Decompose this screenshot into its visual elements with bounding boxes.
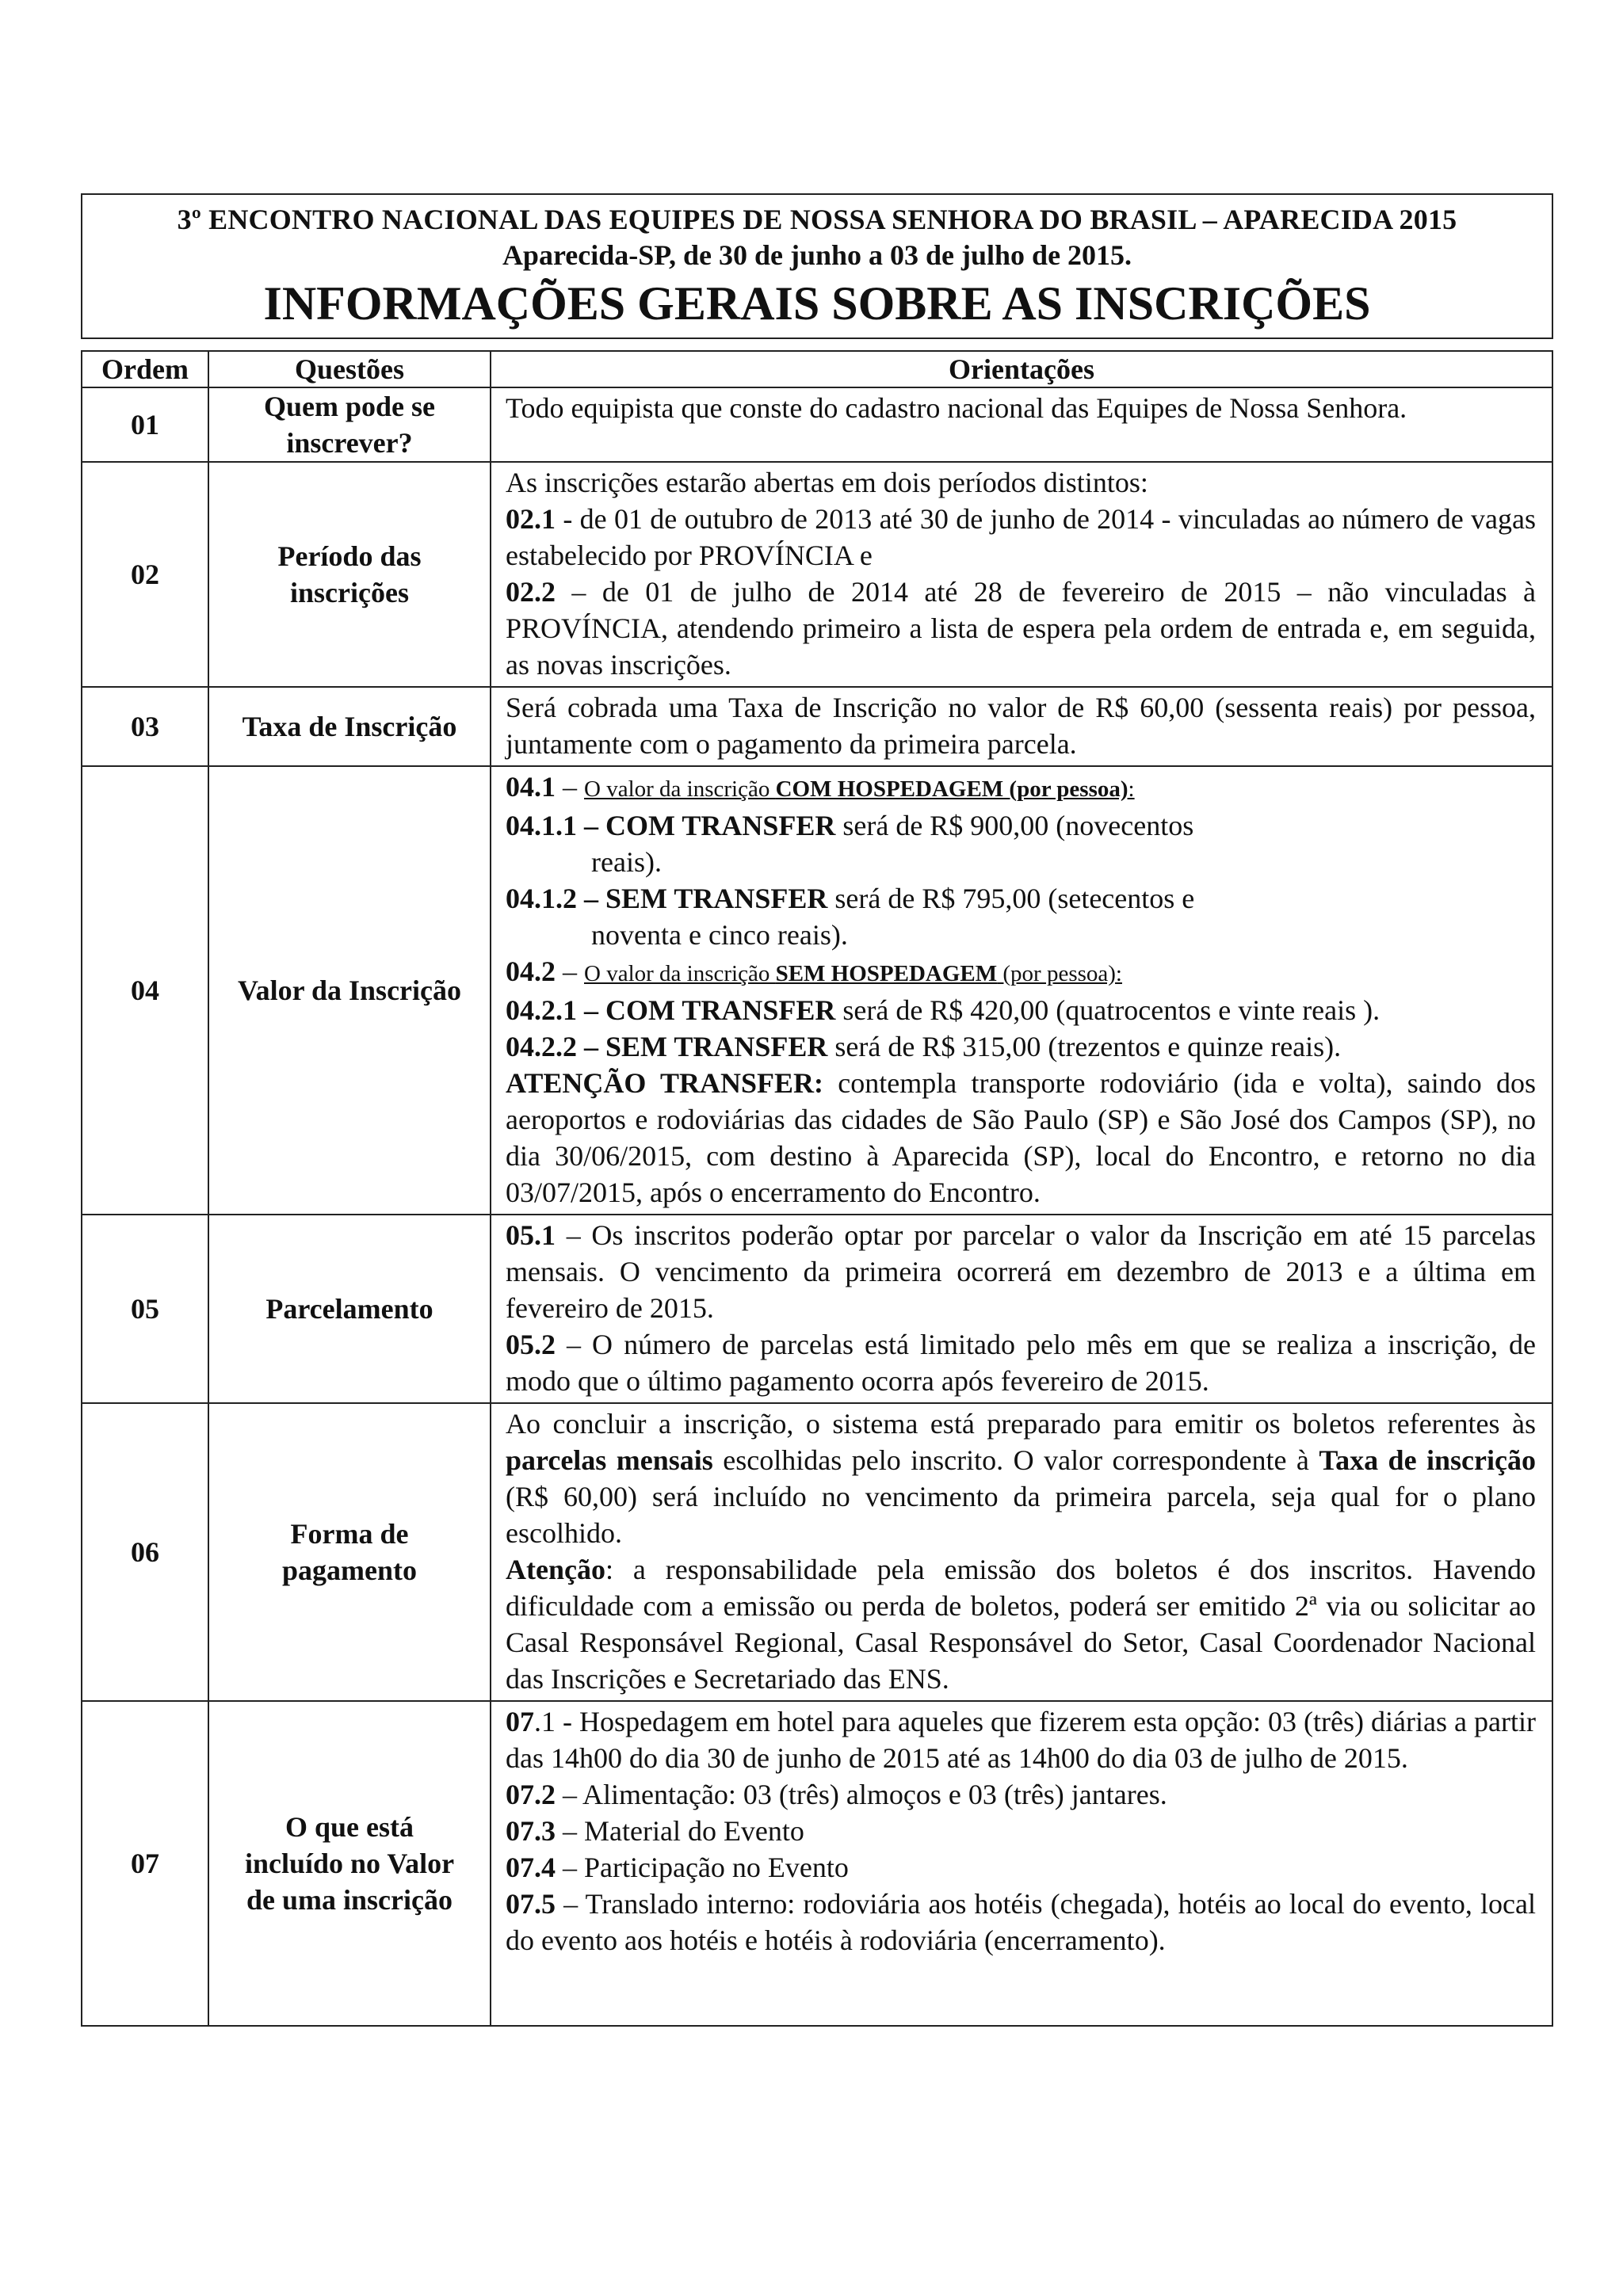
item-emphasis: COM HOSPEDAGEM (por pessoa) bbox=[775, 776, 1128, 802]
page-title: INFORMAÇÕES GERAIS SOBRE AS INSCRIÇÕES bbox=[263, 277, 1371, 330]
item-number: 05.2 bbox=[506, 1329, 556, 1360]
item-continuation: reais). bbox=[591, 846, 662, 878]
table-row bbox=[82, 387, 1552, 462]
guidance-item bbox=[506, 953, 1536, 992]
item-number: 04.1.2 – SEM TRANSFER bbox=[506, 883, 828, 914]
info-table bbox=[81, 350, 1553, 2027]
guidance-item bbox=[506, 880, 1536, 917]
column-header-orientacoes: Orientações bbox=[491, 351, 1552, 387]
table-row bbox=[82, 1215, 1552, 1403]
guidance-text bbox=[506, 1405, 1536, 1551]
guidance-item bbox=[506, 1703, 1536, 1776]
item-text: O valor da inscrição bbox=[584, 961, 776, 986]
attention-label: ATENÇÃO TRANSFER: bbox=[506, 1067, 823, 1099]
item-text: – Participação no Evento bbox=[556, 1852, 849, 1883]
guidance-item bbox=[506, 1551, 1536, 1697]
item-text: será de R$ 420,00 (quatrocentos e vinte reais ). bbox=[835, 994, 1381, 1026]
column-header-questoes: Questões bbox=[208, 351, 491, 387]
row-number: 07 bbox=[82, 1701, 208, 2026]
item-text: – Alimentação: 03 (três) almoços e 03 (três) jantares. bbox=[556, 1779, 1167, 1810]
item-text: será de R$ 900,00 (novecentos bbox=[835, 810, 1194, 841]
item-dash: – bbox=[556, 955, 584, 987]
row-number: 04 bbox=[82, 766, 208, 1215]
item-text: (R$ 60,00) será incluído no vencimento da primeira parcela, seja qual for o plano escolhido. bbox=[506, 1481, 1536, 1549]
document-page bbox=[81, 193, 1553, 1956]
item-text: : bbox=[1128, 776, 1135, 802]
attention-label: Atenção bbox=[506, 1554, 605, 1585]
item-text: .1 - Hospedagem em hotel para aqueles que fizerem esta opção: 03 (três) diárias a partir das 14h00 do dia 30 de junho de 2015 até as 14h00 do dia 03 de julho de 2015. bbox=[506, 1706, 1536, 1774]
question-line: O que está bbox=[285, 1811, 414, 1843]
item-text: – Translado interno: rodoviária aos hotéis (chegada), hotéis ao local do evento, local do evento aos hotéis e hotéis à rodoviária (encerramento). bbox=[506, 1888, 1536, 1956]
guidance-text: Será cobrada uma Taxa de Inscrição no valor de R$ 60,00 (sessenta reais) por pessoa, juntamente com o pagamento da primeira parcela. bbox=[506, 692, 1536, 760]
item-continuation: noventa e cinco reais). bbox=[591, 919, 848, 951]
item-number: 07.4 bbox=[506, 1852, 556, 1883]
row-number: 02 bbox=[82, 462, 208, 687]
table-row bbox=[82, 462, 1552, 687]
item-number: 07.5 bbox=[506, 1888, 556, 1920]
guidance-item bbox=[506, 769, 1536, 807]
question-line: Forma de bbox=[290, 1518, 409, 1550]
item-number: 02.2 bbox=[506, 576, 556, 608]
item-dash: – bbox=[556, 771, 584, 803]
table-header-row bbox=[82, 351, 1552, 387]
table-row bbox=[82, 1403, 1552, 1701]
question-line: Período das bbox=[277, 540, 422, 572]
guidance-item bbox=[506, 1886, 1536, 1958]
item-text: escolhidas pelo inscrito. O valor correspondente à bbox=[712, 1444, 1319, 1476]
item-text: será de R$ 795,00 (setecentos e bbox=[827, 883, 1195, 914]
row-number: 01 bbox=[82, 387, 208, 462]
row-guidance bbox=[491, 1403, 1552, 1701]
question-line: Quem pode se bbox=[264, 391, 435, 422]
item-text: - de 01 de outubro de 2013 até 30 de junho de 2014 - vinculadas ao número de vagas estabelecido por PROVÍNCIA e bbox=[506, 503, 1536, 571]
guidance-item bbox=[506, 1065, 1536, 1211]
item-text: – Material do Evento bbox=[556, 1815, 804, 1847]
column-header-ordem: Ordem bbox=[82, 351, 208, 387]
row-question bbox=[208, 1403, 491, 1701]
row-guidance bbox=[491, 462, 1552, 687]
item-number: 07 bbox=[506, 1706, 534, 1737]
item-text: O valor da inscrição bbox=[584, 776, 776, 802]
guidance-item bbox=[506, 501, 1536, 574]
row-number: 05 bbox=[82, 1215, 208, 1403]
row-guidance bbox=[491, 387, 1552, 462]
row-number: 03 bbox=[82, 687, 208, 766]
item-text: : a responsabilidade pela emissão dos boletos é dos inscritos. Havendo dificuldade com a emissão ou perda de boletos, poderá ser emitido 2ª via ou solicitar ao Casal Responsável Regional, Casal Responsável do Setor, Casal Coordenador Nacional das Inscrições e Secretariado das ENS. bbox=[506, 1554, 1536, 1695]
item-number: 02.1 bbox=[506, 503, 556, 535]
guidance-text: Todo equipista que conste do cadastro nacional das Equipes de Nossa Senhora. bbox=[506, 392, 1407, 424]
item-number: 07.3 bbox=[506, 1815, 556, 1847]
event-title: 3º ENCONTRO NACIONAL DAS EQUIPES DE NOSSA SENHORA DO BRASIL – APARECIDA 2015 bbox=[177, 204, 1457, 235]
item-number: 04.2 bbox=[506, 955, 556, 987]
guidance-item bbox=[506, 807, 1536, 844]
question-line: inscrever? bbox=[286, 427, 413, 459]
guidance-text: As inscrições estarão abertas em dois períodos distintos: bbox=[506, 467, 1148, 498]
item-emphasis: Taxa de inscrição bbox=[1319, 1444, 1536, 1476]
question-line: de uma inscrição bbox=[246, 1884, 453, 1916]
question-line: inscrições bbox=[290, 577, 409, 608]
item-number: 04.1 bbox=[506, 771, 556, 803]
table-row bbox=[82, 1701, 1552, 2026]
row-question bbox=[208, 462, 491, 687]
item-number: 04.1.1 – COM TRANSFER bbox=[506, 810, 836, 841]
row-question: Valor da Inscrição bbox=[208, 766, 491, 1215]
item-text: – de 01 de julho de 2014 até 28 de fevereiro de 2015 – não vinculadas à PROVÍNCIA, atendendo primeiro a lista de espera pela ordem de entrada e, em seguida, as novas inscrições. bbox=[506, 576, 1536, 681]
item-text: será de R$ 315,00 (trezentos e quinze reais). bbox=[827, 1031, 1342, 1062]
row-question: Taxa de Inscrição bbox=[208, 687, 491, 766]
row-question bbox=[208, 387, 491, 462]
guidance-item bbox=[506, 1326, 1536, 1399]
question-line: incluído no Valor bbox=[244, 1848, 455, 1879]
guidance-item bbox=[506, 1028, 1536, 1065]
item-emphasis: SEM HOSPEDAGEM bbox=[775, 961, 998, 986]
guidance-item bbox=[506, 1217, 1536, 1326]
item-text: Ao concluir a inscrição, o sistema está preparado para emitir os boletos referentes às bbox=[506, 1408, 1536, 1440]
row-guidance bbox=[491, 1701, 1552, 2026]
row-question bbox=[208, 1701, 491, 2026]
header-box bbox=[81, 193, 1553, 339]
item-number: 05.1 bbox=[506, 1219, 556, 1251]
row-number: 06 bbox=[82, 1403, 208, 1701]
guidance-item bbox=[506, 1776, 1536, 1813]
guidance-item bbox=[506, 992, 1536, 1028]
row-guidance bbox=[491, 1215, 1552, 1403]
item-number: 04.2.1 – COM TRANSFER bbox=[506, 994, 836, 1026]
guidance-item bbox=[506, 1813, 1536, 1849]
guidance-item bbox=[506, 574, 1536, 683]
item-text: (por pessoa): bbox=[997, 961, 1122, 986]
table-row bbox=[82, 687, 1552, 766]
item-number: 04.2.2 – SEM TRANSFER bbox=[506, 1031, 828, 1062]
table-row bbox=[82, 766, 1552, 1215]
item-emphasis: parcelas mensais bbox=[506, 1444, 713, 1476]
item-text: contempla transporte rodoviário (ida e volta), saindo dos aeroportos e rodoviárias das cidades de São Paulo (SP) e São José dos Campos (SP), no dia 30/06/2015, com destino à Aparecida (SP), local do Encontro, e retorno no dia 03/07/2015, após o encerramento do Encontro. bbox=[506, 1067, 1537, 1208]
event-dates: Aparecida-SP, de 30 de junho a 03 de julho de 2015. bbox=[502, 239, 1132, 271]
question-line: pagamento bbox=[282, 1554, 417, 1586]
item-text: – O número de parcelas está limitado pelo mês em que se realiza a inscrição, de modo que o último pagamento ocorra após fevereiro de 2015. bbox=[506, 1329, 1536, 1397]
row-question: Parcelamento bbox=[208, 1215, 491, 1403]
row-guidance bbox=[491, 687, 1552, 766]
item-number: 07.2 bbox=[506, 1779, 556, 1810]
row-guidance bbox=[491, 766, 1552, 1215]
item-text: – Os inscritos poderão optar por parcelar o valor da Inscrição em até 15 parcelas mensais. O vencimento da primeira ocorrerá em dezembro de 2013 e a última em fevereiro de 2015. bbox=[506, 1219, 1536, 1324]
guidance-item bbox=[506, 1849, 1536, 1886]
